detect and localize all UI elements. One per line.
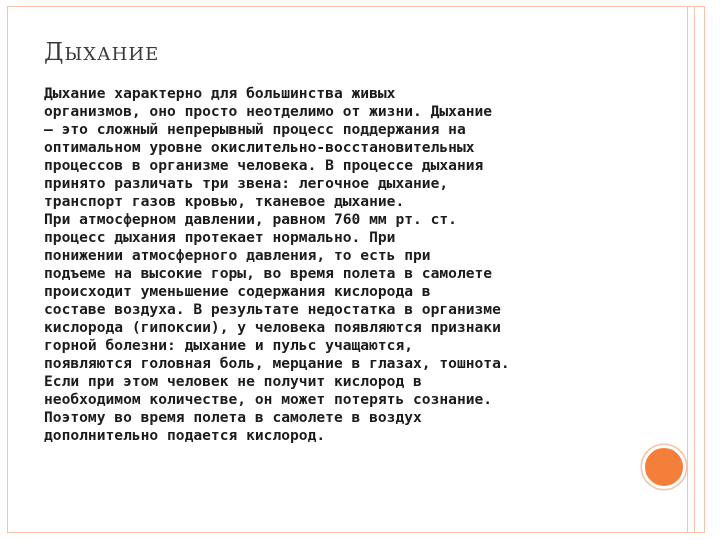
orange-circle-decoration [642,445,686,489]
body-line: процесс дыхания протекает нормально. При [44,229,396,246]
body-line: появляются головная боль, мерцание в глазах, тошнота. [44,355,510,372]
body-line: Поэтому во время полета в самолете в воздух [44,409,422,426]
body-line: принято различать три звена: легочное дыхание, [44,175,449,192]
body-line: дополнительно подается кислород. [44,427,326,444]
slide-title [44,38,159,66]
body-line: понижении атмосферного давления, то есть при [44,247,431,264]
body-line: транспорт газов кровью, тканевое дыхание. [44,193,405,210]
body-line: оптимальном уровне окислительно-восстановительных [44,139,475,156]
body-line: подъеме на высокие горы, во время полета в самолете [44,265,493,282]
body-line: необходимом количестве, он может потерять сознание. [44,391,493,408]
body-line: При атмосферном давлении, равном 760 мм рт. ст. [44,211,457,228]
body-line: — это сложный непрерывный процесс поддержания на [44,121,466,138]
body-line: процессов в организме человека. В процессе дыхания [44,157,484,174]
body-line: горной болезни: дыхание и пульс учащаются, [44,337,414,354]
slide-body-text [44,85,624,445]
body-line: организмов, оно просто неотделимо от жизни. Дыхание [44,103,493,120]
slide-title-rest: ЫХАНИЕ [64,44,160,65]
body-line: Если при этом человек не получит кислород в [44,373,422,390]
body-line: Дыхание характерно для большинства живых [44,85,396,102]
slide-title-initial: Д [44,38,65,66]
body-line: кислорода (гипоксии), у человека появляются признаки [44,319,501,336]
body-line: составе воздуха. В результате недостатка в организме [44,301,501,318]
body-line: происходит уменьшение содержания кислорода в [44,283,431,300]
slide-side-band [687,6,695,533]
